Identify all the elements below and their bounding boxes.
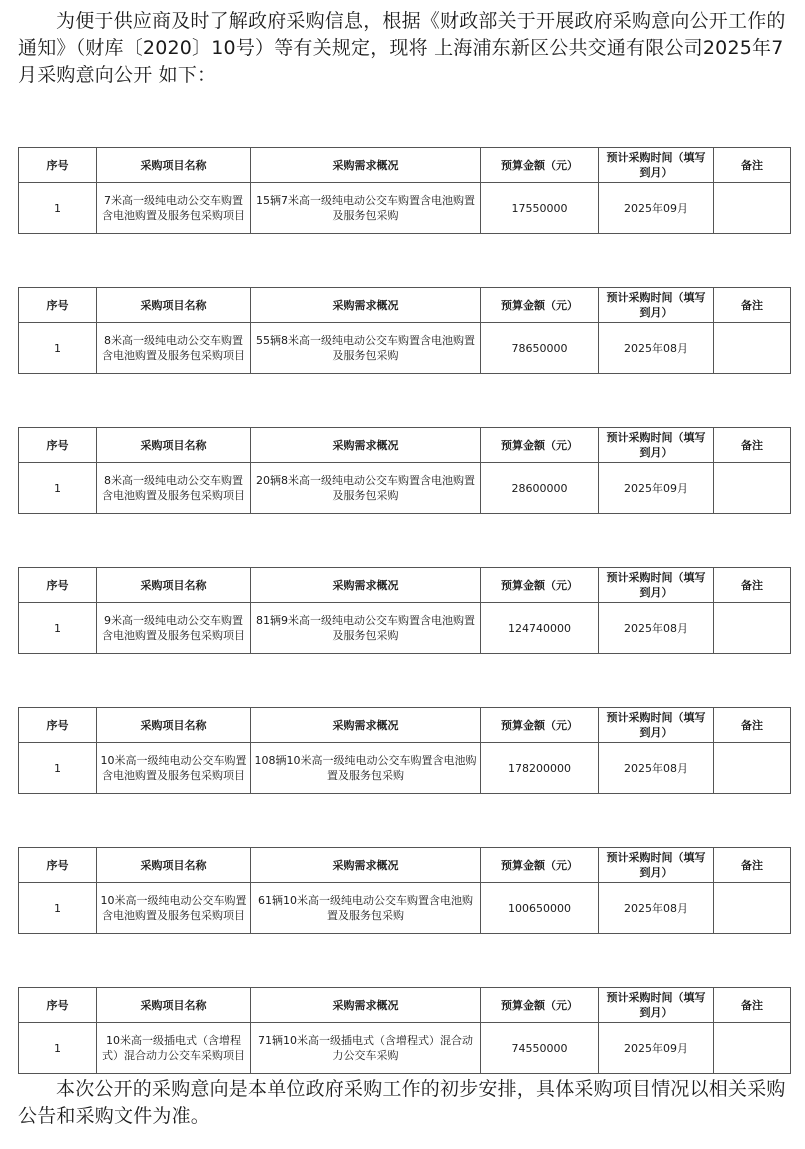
table-row	[19, 463, 791, 514]
cell-name: 10米高一级纯电动公交车购置含电池购置及服务包采购项目	[97, 743, 251, 794]
header-name: 采购项目名称	[97, 568, 251, 603]
header-time: 预计采购时间（填写到月）	[599, 848, 714, 883]
cell-name: 10米高一级插电式（含增程式）混合动力公交车采购项目	[97, 1023, 251, 1074]
header-budget: 预算金额（元）	[481, 148, 599, 183]
cell-name: 10米高一级纯电动公交车购置含电池购置及服务包采购项目	[97, 883, 251, 934]
header-name: 采购项目名称	[97, 288, 251, 323]
cell-budget: 100650000	[481, 883, 599, 934]
header-budget: 预算金额（元）	[481, 428, 599, 463]
cell-time: 2025年08月	[599, 743, 714, 794]
header-desc: 采购需求概况	[251, 428, 481, 463]
procurement-table	[18, 287, 791, 374]
header-name: 采购项目名称	[97, 988, 251, 1023]
cell-seq: 1	[19, 603, 97, 654]
header-budget: 预算金额（元）	[481, 568, 599, 603]
header-name: 采购项目名称	[97, 148, 251, 183]
header-budget: 预算金额（元）	[481, 288, 599, 323]
cell-time: 2025年08月	[599, 603, 714, 654]
table-header-row	[19, 428, 791, 463]
procurement-table	[18, 567, 791, 654]
cell-note	[714, 1023, 791, 1074]
header-name: 采购项目名称	[97, 708, 251, 743]
table-row	[19, 323, 791, 374]
header-time: 预计采购时间（填写到月）	[599, 148, 714, 183]
header-time: 预计采购时间（填写到月）	[599, 708, 714, 743]
cell-budget: 74550000	[481, 1023, 599, 1074]
header-note: 备注	[714, 428, 791, 463]
cell-note	[714, 323, 791, 374]
header-budget: 预算金额（元）	[481, 848, 599, 883]
cell-seq: 1	[19, 323, 97, 374]
table-header-row	[19, 848, 791, 883]
header-name: 采购项目名称	[97, 848, 251, 883]
procurement-table	[18, 427, 791, 514]
cell-budget: 124740000	[481, 603, 599, 654]
header-seq: 序号	[19, 848, 97, 883]
cell-budget: 78650000	[481, 323, 599, 374]
cell-name: 8米高一级纯电动公交车购置含电池购置及服务包采购项目	[97, 463, 251, 514]
cell-time: 2025年09月	[599, 1023, 714, 1074]
header-desc: 采购需求概况	[251, 708, 481, 743]
header-desc: 采购需求概况	[251, 288, 481, 323]
procurement-table	[18, 987, 791, 1074]
table-header-row	[19, 988, 791, 1023]
closing-paragraph: 本次公开的采购意向是本单位政府采购工作的初步安排，具体采购项目情况以相关采购公告和采购文件为准。	[18, 1078, 786, 1127]
table-header-row	[19, 288, 791, 323]
intro-paragraph: 为便于供应商及时了解政府采购信息，根据《财政部关于开展政府采购意向公开工作的通知》（财库〔2020〕10号）等有关规定，现将 上海浦东新区公共交通有限公司2025年7月采购意向公开 如下：	[18, 10, 786, 86]
table-row	[19, 1023, 791, 1074]
header-seq: 序号	[19, 568, 97, 603]
table-row	[19, 743, 791, 794]
cell-time: 2025年08月	[599, 883, 714, 934]
cell-note	[714, 743, 791, 794]
cell-desc: 61辆10米高一级纯电动公交车购置含电池购置及服务包采购	[251, 883, 481, 934]
header-note: 备注	[714, 848, 791, 883]
cell-time: 2025年09月	[599, 183, 714, 234]
table-row	[19, 603, 791, 654]
header-seq: 序号	[19, 148, 97, 183]
header-desc: 采购需求概况	[251, 568, 481, 603]
procurement-table	[18, 147, 791, 234]
header-time: 预计采购时间（填写到月）	[599, 988, 714, 1023]
cell-note	[714, 183, 791, 234]
cell-seq: 1	[19, 743, 97, 794]
header-seq: 序号	[19, 288, 97, 323]
cell-note	[714, 463, 791, 514]
cell-desc: 71辆10米高一级插电式（含增程式）混合动力公交车采购	[251, 1023, 481, 1074]
header-seq: 序号	[19, 988, 97, 1023]
cell-name: 7米高一级纯电动公交车购置含电池购置及服务包采购项目	[97, 183, 251, 234]
cell-budget: 178200000	[481, 743, 599, 794]
header-desc: 采购需求概况	[251, 988, 481, 1023]
cell-name: 8米高一级纯电动公交车购置含电池购置及服务包采购项目	[97, 323, 251, 374]
cell-seq: 1	[19, 883, 97, 934]
cell-desc: 55辆8米高一级纯电动公交车购置含电池购置及服务包采购	[251, 323, 481, 374]
table-header-row	[19, 708, 791, 743]
header-seq: 序号	[19, 428, 97, 463]
table-header-row	[19, 148, 791, 183]
cell-desc: 108辆10米高一级纯电动公交车购置含电池购置及服务包采购	[251, 743, 481, 794]
cell-seq: 1	[19, 1023, 97, 1074]
procurement-table	[18, 707, 791, 794]
cell-note	[714, 603, 791, 654]
cell-seq: 1	[19, 183, 97, 234]
header-desc: 采购需求概况	[251, 848, 481, 883]
table-row	[19, 883, 791, 934]
cell-time: 2025年09月	[599, 463, 714, 514]
header-note: 备注	[714, 288, 791, 323]
cell-seq: 1	[19, 463, 97, 514]
cell-name: 9米高一级纯电动公交车购置含电池购置及服务包采购项目	[97, 603, 251, 654]
cell-desc: 15辆7米高一级纯电动公交车购置含电池购置及服务包采购	[251, 183, 481, 234]
table-row	[19, 183, 791, 234]
cell-note	[714, 883, 791, 934]
header-budget: 预算金额（元）	[481, 708, 599, 743]
header-seq: 序号	[19, 708, 97, 743]
procurement-table	[18, 847, 791, 934]
header-note: 备注	[714, 568, 791, 603]
header-budget: 预算金额（元）	[481, 988, 599, 1023]
cell-time: 2025年08月	[599, 323, 714, 374]
cell-desc: 81辆9米高一级纯电动公交车购置含电池购置及服务包采购	[251, 603, 481, 654]
cell-budget: 28600000	[481, 463, 599, 514]
cell-budget: 17550000	[481, 183, 599, 234]
header-note: 备注	[714, 988, 791, 1023]
cell-desc: 20辆8米高一级纯电动公交车购置含电池购置及服务包采购	[251, 463, 481, 514]
header-note: 备注	[714, 708, 791, 743]
header-time: 预计采购时间（填写到月）	[599, 428, 714, 463]
header-time: 预计采购时间（填写到月）	[599, 568, 714, 603]
header-desc: 采购需求概况	[251, 148, 481, 183]
header-name: 采购项目名称	[97, 428, 251, 463]
header-note: 备注	[714, 148, 791, 183]
table-header-row	[19, 568, 791, 603]
header-time: 预计采购时间（填写到月）	[599, 288, 714, 323]
